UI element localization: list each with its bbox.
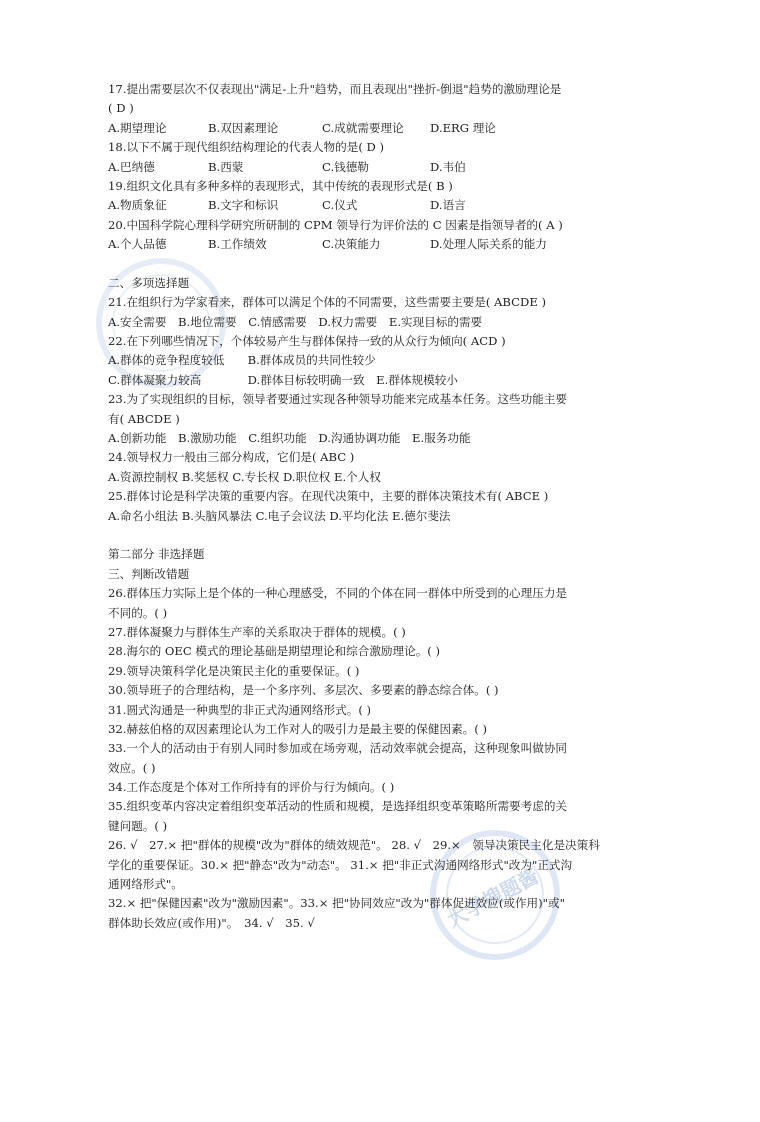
text-line: A.资源控制权 B.奖惩权 C.专长权 D.职位权 E.个人权	[108, 469, 381, 484]
text-line: 25.群体讨论是科学决策的重要内容。在现代决策中，主要的群体决策技术有( ABCE )	[108, 489, 549, 504]
text-line: 效应。( )	[108, 760, 156, 775]
text-line: 有( ABCDE )	[108, 411, 180, 426]
text-line: 32.× 把"保健因素"改为"激励因素"。33.× 把"协同效应"改为"群体促进效应(或作用)"或"	[108, 896, 565, 911]
section-gap	[108, 255, 628, 274]
text-line: 34.工作态度是个体对工作所持有的评价与行为倾向。( )	[108, 780, 395, 795]
text-line: 32.赫兹伯格的双因素理论认为工作对人的吸引力是最主要的保健因素。( )	[108, 721, 487, 736]
option-row	[108, 119, 628, 138]
option-item: C.仪式	[322, 198, 358, 213]
option-item: D.ERG 理论	[430, 120, 496, 135]
text-line: 17.提出需要层次不仅表现出"满足-上升"趋势，而且表现出"挫折-倒退"趋势的激励理论是	[108, 82, 562, 96]
text-line: 学化的重要保证。30.× 把"静态"改为"动态"。 31.× 把"非正式沟通网络形式"改为"正式沟	[108, 857, 573, 872]
text-line: 群体助长效应(或作用)"。 34. √ 35. √	[108, 915, 315, 930]
option-item: A.巴纳德	[108, 159, 155, 174]
option-item: C.成就需要理论	[322, 120, 404, 135]
text-line: 二、多项选择题	[108, 275, 190, 290]
section-gap	[108, 526, 628, 545]
text-line: 18.以下不属于现代组织结构理论的代表人物的是( D )	[108, 140, 385, 155]
option-item: A.个人品德	[108, 237, 167, 252]
text-line: 19.组织文化具有多种多样的表现形式，其中传统的表现形式是( B )	[108, 178, 453, 193]
text-line: 35.组织变革内容决定着组织变革活动的性质和规模，是选择组织变革策略所需要考虑的关	[108, 799, 568, 814]
text-line: 22.在下列哪些情况下，个体较易产生与群体保持一致的从众行为倾向( ACD )	[108, 334, 506, 349]
option-item: B.西蒙	[208, 159, 244, 174]
text-line: A.命名小组法 B.头脑风暴法 C.电子会议法 D.平均化法 E.德尔斐法	[108, 508, 451, 523]
text-line: C.群体凝聚力较高 D.群体目标较明确一致 E.群体规模较小	[108, 372, 458, 387]
option-item: D.语言	[430, 198, 466, 213]
text-line: 24.领导权力一般由三部分构成，它们是( ABC )	[108, 450, 355, 465]
text-line: 20.中国科学院心理科学研究所研制的 CPM 领导行为评价法的 C 因素是指领导者的( A )	[108, 217, 563, 232]
document-page	[108, 80, 628, 933]
text-line: 30.领导班子的合理结构，是一个多序列、多层次、多要素的静态综合体。( )	[108, 683, 499, 698]
text-line: A.创新功能 B.激励功能 C.组织功能 D.沟通协调功能 E.服务功能	[108, 431, 471, 446]
option-item: D.处理人际关系的能力	[430, 237, 547, 252]
watermark-text: 大学搜题酱	[442, 863, 543, 932]
option-item: C.钱德勒	[322, 159, 369, 174]
option-row	[108, 196, 628, 215]
text-line: 26.群体压力实际上是个体的一种心理感受，不同的个体在同一群体中所受到的心理压力是	[108, 586, 568, 601]
option-row	[108, 158, 628, 177]
text-line: 27.群体凝聚力与群体生产率的关系取决于群体的规模。( )	[108, 624, 406, 639]
text-line: 28.海尔的 OEC 模式的理论基础是期望理论和综合激励理论。( )	[108, 644, 441, 659]
text-line: 31.圆式沟通是一种典型的非正式沟通网络形式。( )	[108, 702, 372, 717]
text-line: 33.一个人的活动由于有别人同时参加或在场旁观，活动效率就会提高，这种现象叫做协同	[108, 741, 568, 756]
text-line: 第二部分 非选择题	[108, 547, 205, 562]
text-line: A.群体的竞争程度较低 B.群体成员的共同性较少	[108, 353, 376, 368]
option-item: A.期望理论	[108, 120, 167, 135]
option-item: B.文字和标识	[208, 198, 279, 213]
option-item: C.决策能力	[322, 237, 381, 252]
text-line: 23.为了实现组织的目标，领导者要通过实现各种领导功能来完成基本任务。这些功能主要	[108, 392, 568, 407]
text-line: 通网络形式"。	[108, 877, 183, 892]
option-row	[108, 235, 628, 254]
text-line: 不同的。( )	[108, 605, 168, 620]
option-item: A.物质象征	[108, 198, 167, 213]
text-line: 键问题。( )	[108, 818, 168, 833]
text-line: ( D )	[108, 101, 134, 116]
text-line: 21.在组织行为学家看来，群体可以满足个体的不同需要，这些需要主要是( ABCDE )	[108, 295, 547, 310]
text-line: A.安全需要 B.地位需要 C.情感需要 D.权力需要 E.实现目标的需要	[108, 314, 483, 329]
option-item: B.双因素理论	[208, 120, 279, 135]
text-line: 26. √ 27.× 把"群体的规模"改为"群体的绩效规范"。 28. √ 29.× 领导决策民主化是决策科	[108, 838, 600, 853]
text-line: 三、判断改错题	[108, 566, 190, 581]
text-line: 29.领导决策科学化是决策民主化的重要保证。( )	[108, 663, 360, 678]
option-item: D.韦伯	[430, 159, 466, 174]
option-item: B.工作绩效	[208, 237, 267, 252]
